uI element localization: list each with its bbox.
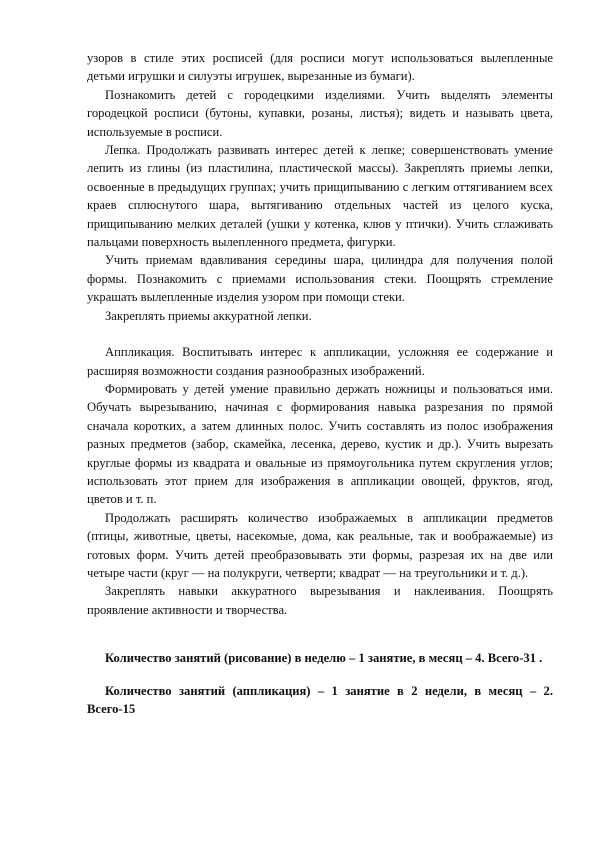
lessons-count-drawing: Количество занятий (рисование) в неделю – 1 занятие, в месяц – 4. Всего-31 . bbox=[105, 651, 543, 666]
paragraph-hollow-forms: Учить приемам вдавливания середины шара, цилиндра для получения полой формы. Познакомить с приемами использования стеки. Поощрять стремление украшать вылепленные изделия узором при помощи стеки. bbox=[87, 253, 553, 305]
paragraph-gorodets: Познакомить детей с городецкими изделиями. Учить выделять элементы городецкой росписи (бутоны, купавки, розаны, листья); видеть и называть цвета, используемые в росписи. bbox=[87, 87, 553, 139]
paragraph-modeling bbox=[87, 141, 553, 251]
paragraph-modeling-body: Продолжать развивать интерес детей к лепке; совершенствовать умение лепить из глины (из пластилина, пластической массы). Закреплять приемы лепки, освоенные в предыдущих группах; учить прищипыванию с легким оттягиванием всех краев сплюснутого шара, вытягиванию отдельных частей из целого куска, прищипыванию мелких деталей (ушки у котенка, клюв у птички). Учить сглаживать пальцами поверхность вылепленного предмета, фигурки. bbox=[87, 143, 553, 250]
paragraph-neat-modeling: Закреплять приемы аккуратной лепки. bbox=[105, 308, 312, 323]
paragraph-scissors: Формировать у детей умение правильно держать ножницы и пользоваться ими. Обучать вырезыванию, начиная с формирования навыка разрезания по прямой сначала коротких, а затем длинных полос. Учить составлять из полос изображения разных предметов (забор, скамейка, лесенка, дерево, кустик и др.). Учить вырезать круглые формы из квадрата и овальные из прямоугольника путем скругления углов; использовать этот прием для изображения в аппликации овощей, фруктов, ягод, цветов и т. п. bbox=[87, 381, 553, 507]
document-page bbox=[87, 49, 553, 718]
paragraph-applique bbox=[87, 343, 553, 380]
section-heading-applique: Аппликация. bbox=[105, 345, 175, 360]
paragraph-ready-forms: Продолжать расширять количество изображаемых в аппликации предметов (птицы, животные, цветы, насекомые, дома, как реальные, так и воображаемые) из готовых форм. Учить детей преобразовывать эти формы, разрезая их на две или четыре части (круг — на полукруги, четверти; квадрат — на треугольники и т. д.). bbox=[87, 510, 553, 580]
paragraph-applique-body: Воспитывать интерес к аппликации, усложняя ее содержание и расширяя возможности создания разнообразных изображений. bbox=[87, 345, 553, 378]
section-heading-modeling: Лепка. bbox=[105, 143, 141, 158]
lessons-count-applique: Количество занятий (аппликация) – 1 занятие в 2 недели, в месяц – 2. Всего-15 bbox=[87, 683, 553, 716]
paragraph-ornament-toys: узоров в стиле этих росписей (для росписи могут использоваться вылепленные детьми игрушки и силуэты игрушек, вырезанные из бумаги). bbox=[87, 51, 553, 84]
paragraph-neat-cutting: Закреплять навыки аккуратного вырезывания и наклеивания. Поощрять проявление активности и творчества. bbox=[87, 584, 553, 617]
